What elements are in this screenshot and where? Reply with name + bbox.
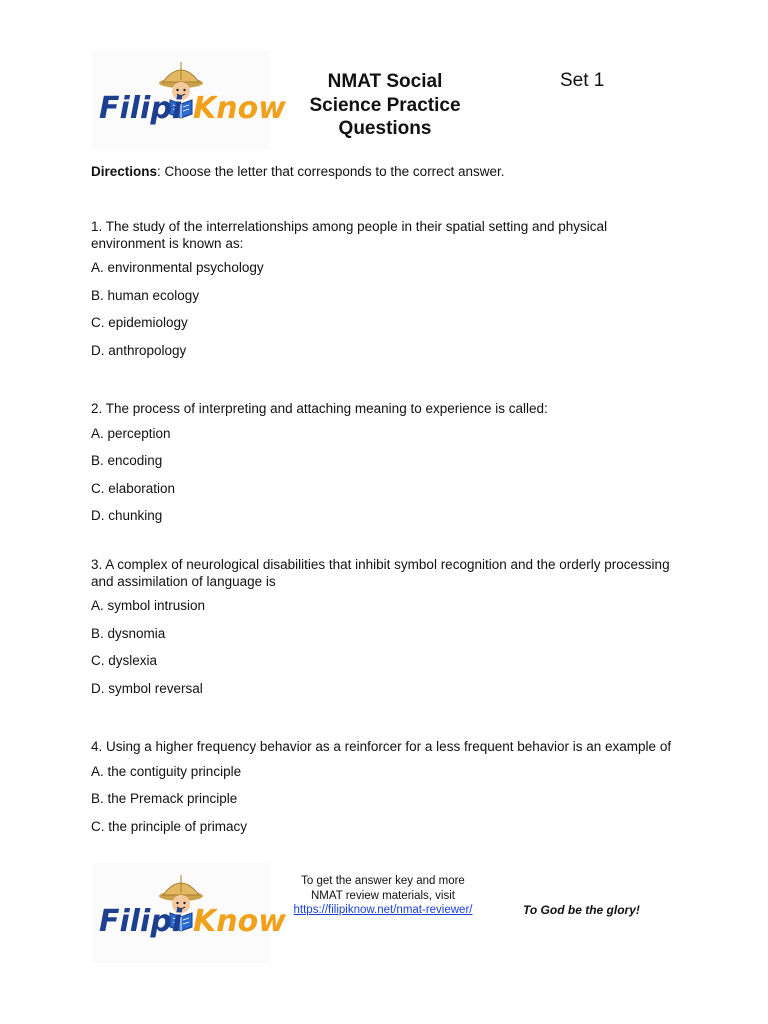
question-2 (91, 401, 681, 536)
directions-text: : Choose the letter that corresponds to the correct answer. (157, 164, 505, 179)
answer-option: A. symbol intrusion (91, 598, 206, 613)
svg-text:Know: Know (193, 904, 286, 939)
question-stem: 3. A complex of neurological disabilities that inhibit symbol recognition and the orderly processing and assimilation of language is (91, 557, 670, 589)
directions (91, 164, 504, 179)
answer-option: A. environmental psychology (91, 260, 264, 275)
answer-option: D. symbol reversal (91, 680, 203, 696)
answer-option: C. epidemiology (91, 315, 188, 330)
answer-option: B. dysnomia (91, 625, 166, 641)
answer-option: A. the contiguity principle (91, 763, 242, 779)
answer-option: D. anthropology (91, 342, 187, 358)
answer-option: B. the Premack principle (91, 791, 238, 806)
answer-option: D. chunking (91, 508, 163, 523)
reviewer-link[interactable]: https://filipiknow.net/nmat-reviewer/ (293, 904, 473, 916)
question-1 (91, 219, 681, 370)
answer-option: B. encoding (91, 453, 163, 468)
set-label: Set 1 (560, 70, 605, 91)
footer-note (288, 874, 478, 918)
svg-text:Filipi: Filipi (99, 91, 183, 126)
answer-option: C. the principle of primacy (91, 818, 248, 834)
footer-note-line: To get the answer key and more (301, 875, 465, 887)
svg-text:Know: Know (193, 91, 286, 126)
footer-note-line: NMAT review materials, visit (311, 889, 455, 902)
filipiknow-footer-logo (92, 863, 286, 963)
answer-option: A. perception (91, 425, 171, 441)
answer-option: C. elaboration (91, 480, 176, 496)
question-4 (91, 739, 681, 846)
question-stem: 2. The process of interpreting and attaching meaning to experience is called: (91, 401, 548, 416)
page-title: NMAT Social Science Practice Questions (309, 71, 461, 139)
question-3 (91, 557, 681, 708)
question-stem: 1. The study of the interrelationships among people in their spatial setting and physical environment is known as: (91, 219, 608, 251)
answer-option: B. human ecology (91, 287, 200, 303)
directions-label: Directions (91, 164, 158, 179)
svg-text:Filipi: Filipi (99, 904, 183, 939)
footer-tagline: To God be the glory! (523, 903, 640, 917)
answer-option: C. dyslexia (91, 653, 158, 668)
question-stem: 4. Using a higher frequency behavior as a reinforcer for a less frequent behavior is an example of (91, 739, 672, 754)
filipiknow-logo (92, 50, 286, 150)
